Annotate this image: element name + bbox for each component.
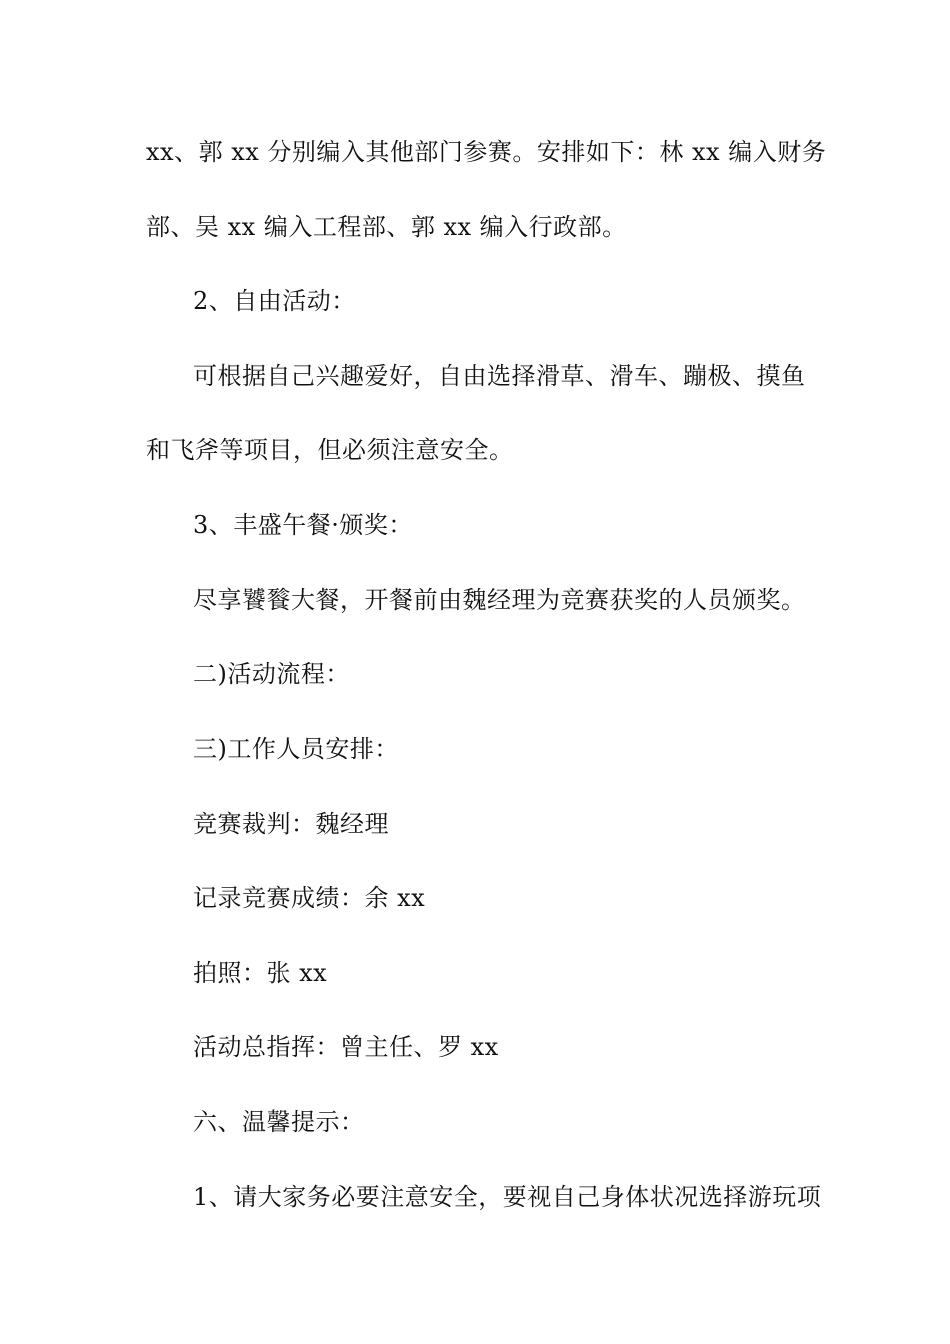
- paragraph-line: 部、吴 xx 编入工程部、郭 xx 编入行政部。: [146, 213, 627, 241]
- staff-item: 竞赛裁判：魏经理: [193, 810, 389, 838]
- section-heading: 二)活动流程：: [193, 660, 350, 688]
- section-heading: 三)工作人员安排：: [193, 735, 399, 763]
- paragraph-line: 1、请大家务必要注意安全，要视自己身体状况选择游玩项: [193, 1183, 822, 1211]
- section-heading: 2、自由活动：: [193, 287, 356, 315]
- staff-item: 拍照：张 xx: [193, 959, 328, 987]
- section-heading: 六、温馨提示：: [193, 1108, 365, 1136]
- paragraph-line: xx、郭 xx 分别编入其他部门参赛。安排如下：林 xx 编入财务: [146, 138, 827, 166]
- paragraph-line: 尽享饕餮大餐，开餐前由魏经理为竞赛获奖的人员颁奖。: [193, 586, 806, 614]
- staff-item: 记录竞赛成绩：余 xx: [193, 884, 426, 912]
- staff-item: 活动总指挥：曾主任、罗 xx: [193, 1033, 499, 1061]
- paragraph-line: 和飞斧等项目，但必须注意安全。: [146, 436, 514, 464]
- section-heading: 3、丰盛午餐·颁奖：: [193, 511, 413, 539]
- paragraph-line: 可根据自己兴趣爱好，自由选择滑草、滑车、蹦极、摸鱼: [193, 362, 806, 390]
